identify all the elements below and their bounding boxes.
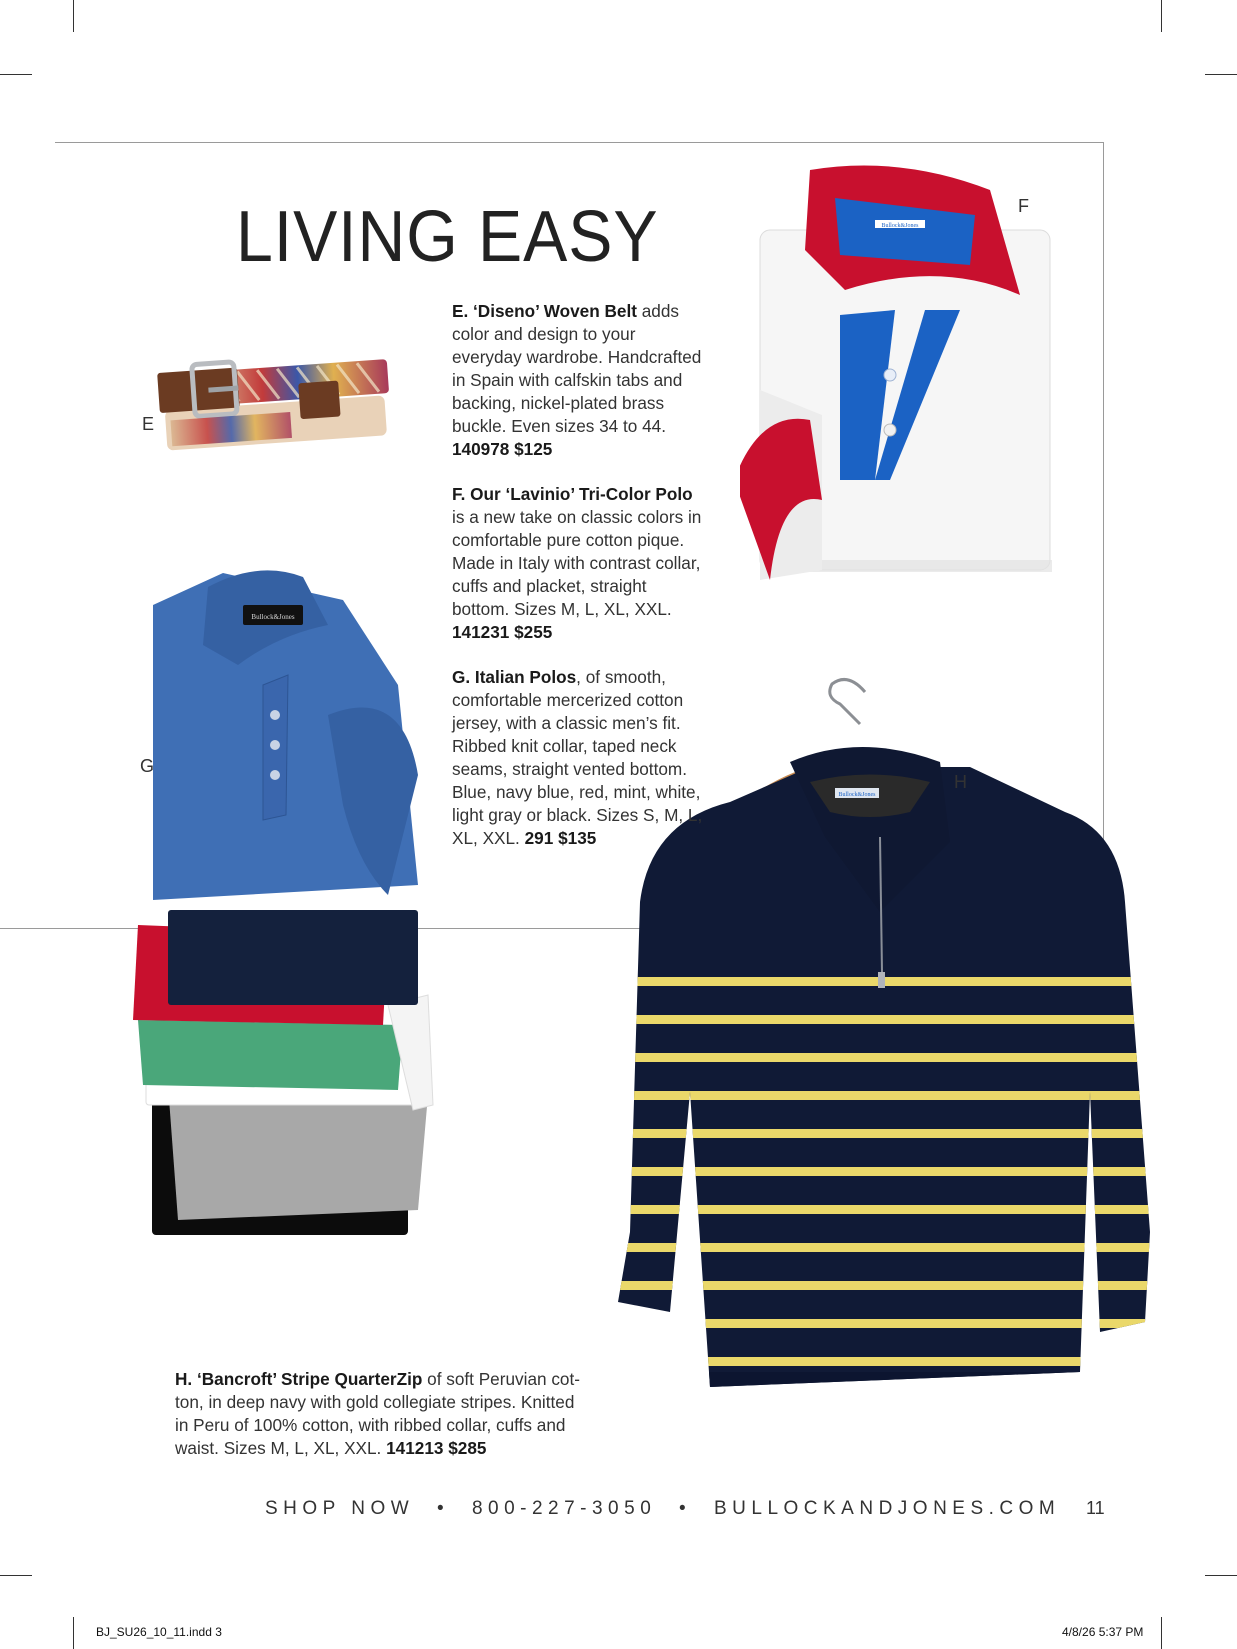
desc-line: everyday wardrobe. Handcrafted [452,347,702,367]
crop-mark [73,1617,74,1649]
desc-line: of soft Peruvian cot- [422,1369,580,1389]
crop-mark [1161,0,1162,32]
desc-line: comfortable pure cotton pique. [452,530,685,550]
desc-line: Ribbed knit collar, taped neck [452,736,677,756]
shop-now-link[interactable]: SHOP NOW [265,1498,415,1519]
item-e-name: E. ‘Diseno’ Woven Belt [452,301,637,321]
item-f-name: F. Our ‘Lavinio’ Tri-Color Polo [452,484,693,504]
brand-label: Bullock&Jones [881,223,919,229]
desc-line: light gray or black. Sizes S, M, L, [452,805,703,825]
brand-label: Bullock&Jones [251,613,295,621]
item-g-sku-price: 291 $135 [524,828,597,848]
item-h-description [175,1368,615,1460]
item-h-name: H. ‘Bancroft’ Stripe QuarterZip [175,1369,423,1389]
desc-line: backing, nickel-plated brass [452,393,665,413]
desc-line: XL, XXL. [452,828,520,848]
crop-mark [0,74,32,75]
item-h-sku-price: 141213 $285 [386,1438,487,1458]
desc-line: Made in Italy with contrast collar, [452,553,701,573]
desc-line: in Peru of 100% cotton, with ribbed collar, cuffs and [175,1415,566,1435]
belt-image [150,355,400,465]
item-g-name: G. Italian Polos [452,667,577,687]
item-letter-h: H [954,772,967,792]
slug-date: 4/8/26 5:37 PM [1062,1625,1144,1639]
crop-mark [73,0,74,32]
item-f-sku-price: 141231 $255 [452,622,553,642]
tri-color-polo-image [740,160,1060,600]
desc-line: seams, straight vented bottom. [452,759,688,779]
italian-polos-stack-image [128,565,458,1345]
desc-line: waist. Sizes M, L, XL, XXL. [175,1438,382,1458]
item-g-description [452,666,742,850]
item-f-description [452,483,742,644]
desc-line: buckle. Even sizes 34 to 44. [452,416,667,436]
item-letter-f: F [1018,196,1029,216]
desc-line: color and design to your [452,324,636,344]
item-letter-e: E [142,414,155,434]
crop-mark [1161,1617,1162,1649]
crop-mark [1205,1575,1237,1576]
desc-line: adds [636,301,680,321]
desc-line: comfortable mercerized cotton [452,690,684,710]
desc-line: , of smooth, [576,667,666,687]
brand-label: Bullock&Jones [838,792,876,798]
slug-file: BJ_SU26_10_11.indd 3 [96,1625,222,1639]
website-link[interactable]: BULLOCKANDJONES.COM [713,1498,1061,1519]
item-e-description [452,300,742,461]
desc-line: is a new take on classic colors in [452,507,702,527]
crop-mark [1205,74,1237,75]
page-number: 11 [1086,1498,1105,1518]
desc-line: cuffs and placket, straight [452,576,647,596]
crop-mark [0,1575,32,1576]
desc-line: in Spain with calfskin tabs and [452,370,683,390]
desc-line: bottom. Sizes M, L, XL, XXL. [452,599,672,619]
footer-bullet: • [679,1498,692,1519]
page-title: LIVING EASY [236,197,659,277]
desc-line: ton, in deep navy with gold collegiate stripes. Knitted [175,1392,575,1412]
item-e-sku-price: 140978 $125 [452,439,553,459]
desc-line: jersey, with a classic men’s fit. [452,713,681,733]
item-letter-g: G [140,756,155,776]
footer-bullet: • [437,1498,450,1519]
footer-bar [265,1498,1060,1520]
frame-rule-top [55,142,1104,143]
desc-line: Blue, navy blue, red, mint, white, [452,782,701,802]
phone-number[interactable]: 800-227-3050 [471,1498,657,1519]
